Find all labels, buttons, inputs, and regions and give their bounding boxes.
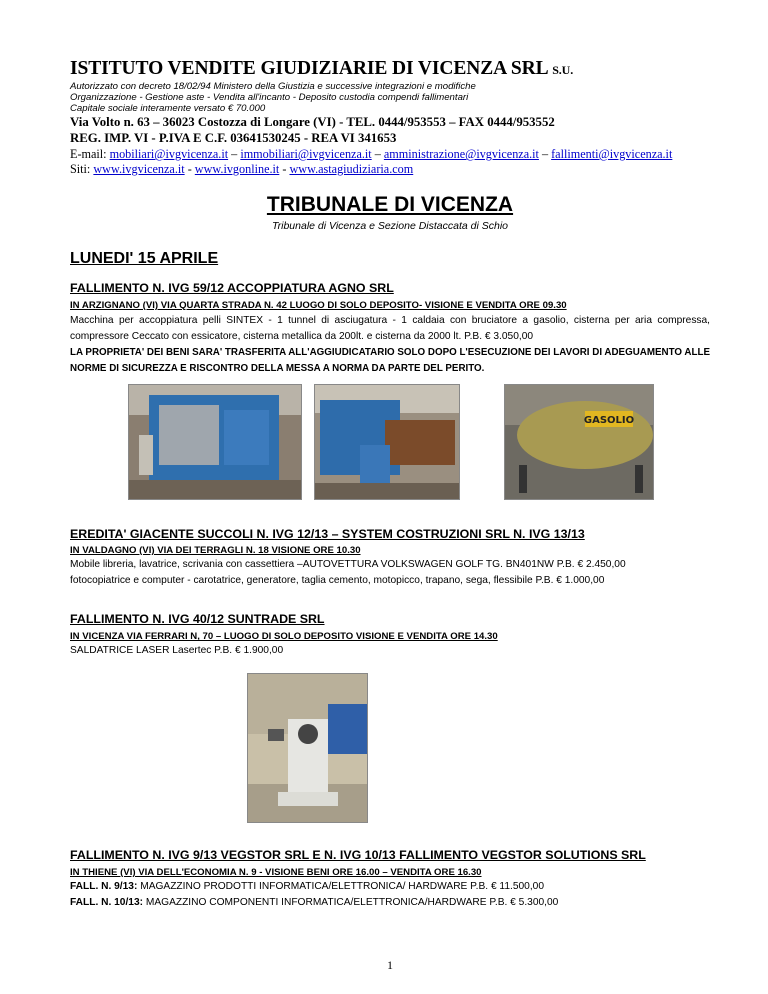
site-link-astagiudiziaria[interactable]: www.astagiudiziaria.com: [289, 162, 414, 176]
lot1-location: IN ARZIGNANO (VI) VIA QUARTA STRADA N. 42 LUOGO DI SOLO DEPOSITO- VISIONE E VENDITA ORE 09.30: [70, 300, 567, 311]
lot4-item-1-label: FALL. N. 9/13:: [70, 881, 138, 892]
date-heading: LUNEDI' 15 APRILE: [70, 250, 219, 267]
lot1-photo-machine: [128, 384, 302, 500]
lot2-line-2: fotocopiatrice e computer - carotatrice, generatore, taglia cemento, motopicco, trapano, sega, flessibile P.B. € 1.000,00: [70, 575, 605, 586]
sites-line: [70, 162, 413, 177]
lot4-item-1: [70, 879, 544, 895]
lot4-location: IN THIENE (VI) VIA DELL'ECONOMIA N. 9 - VISIONE BENI ORE 16.00 – VENDITA ORE 16.30: [70, 867, 482, 878]
site-link-ivgvicenza[interactable]: www.ivgvicenza.it: [93, 162, 185, 176]
lot3-photo-laser-welder: [247, 673, 368, 823]
lot2-title: EREDITA' GIACENTE SUCCOLI N. IVG 12/13 – SYSTEM COSTRUZIONI SRL N. IVG 13/13: [70, 527, 585, 541]
lot2-location: IN VALDAGNO (VI) VIA DEI TERRAGLI N. 18 VISIONE ORE 10.30: [70, 545, 361, 556]
lot2-line-1: Mobile libreria, lavatrice, scrivania con cassettiera –AUTOVETTURA VOLKSWAGEN GOLF TG. BN401NW P.B. € 2.450,00: [70, 559, 626, 570]
sep: –: [231, 147, 238, 161]
lot1-photo-tunnel: [314, 384, 460, 500]
lot3-location: IN VICENZA VIA FERRARI N, 70 – LUOGO DI SOLO DEPOSITO VISIONE E VENDITA ORE 14.30: [70, 631, 498, 642]
lot1-note: LA PROPRIETA' DEI BENI SARA' TRASFERITA ALL'AGGIUDICATARIO SOLO DOPO L'ESECUZIONE DEI LAVORI DI ADEGUAMENTO ALLE NORME DI SICUREZZA E RISCONTRO DELLA MESSA A NORMA DA PARTE DEL PERITO.: [70, 347, 710, 374]
lot1-description: Macchina per accoppiatura pelli SINTEX - 1 tunnel di asciugatura - 1 caldaia con bruciatore a gasolio, cisterna per aria compressa, compressore Ceccato con essicatore, cisterna metallica da 200lt. e cisterna da 2000 lt. P.B. € 3.050,00: [70, 315, 710, 342]
email-label: E-mail:: [70, 147, 107, 161]
org-title: [70, 58, 573, 80]
org-suffix: S.U.: [552, 63, 574, 77]
email-link-mobiliari[interactable]: mobiliari@ivgvicenza.it: [109, 147, 229, 161]
lot1-title: FALLIMENTO N. IVG 59/12 ACCOPPIATURA AGNO SRL: [70, 281, 394, 295]
lot4-item-2-label: FALL. N. 10/13:: [70, 897, 144, 908]
court-title: TRIBUNALE DI VICENZA: [266, 193, 514, 216]
email-line: [70, 147, 672, 162]
site-link-ivgonline[interactable]: www.ivgonline.it: [194, 162, 280, 176]
lot4-item-1-text: MAGAZZINO PRODOTTI INFORMATICA/ELETTRONICA/ HARDWARE P.B. € 11.500,00: [137, 881, 545, 892]
lot4-item-2: [70, 895, 558, 911]
auth-line-2: Organizzazione - Gestione aste - Vendita all'incanto - Deposito custodia compendi fallimentari: [70, 92, 469, 103]
auth-line-3: Capitale sociale interamente versato € 70.000: [70, 103, 266, 114]
lot3-line-1: SALDATRICE LASER Lasertec P.B. € 1.900,00: [70, 645, 284, 656]
lot1-photo-tank: [504, 384, 654, 500]
email-link-fallimenti[interactable]: fallimenti@ivgvicenza.it: [551, 147, 673, 161]
registry-line: REG. IMP. VI - P.IVA E C.F. 03641530245 - REA VI 341653: [70, 131, 397, 145]
tank-label: GASOLIO: [583, 415, 635, 426]
lot4-item-2-text: MAGAZZINO COMPONENTI INFORMATICA/ELETTRONICA/HARDWARE P.B. € 5.300,00: [143, 897, 559, 908]
court-subtitle: Tribunale di Vicenza e Sezione Distaccata di Schio: [272, 220, 508, 232]
auth-line-1: Autorizzato con decreto 18/02/94 Ministero della Giustizia e successive integrazioni e modifiche: [70, 81, 476, 92]
address-line: Via Volto n. 63 – 36023 Costozza di Longare (VI) - TEL. 0444/953553 – FAX 0444/953552: [70, 115, 555, 129]
sep: -: [187, 162, 192, 176]
org-name: ISTITUTO VENDITE GIUDIZIARIE DI VICENZA SRL: [70, 58, 548, 79]
sep: -: [282, 162, 287, 176]
sites-label: Siti:: [70, 162, 91, 176]
email-link-immobiliari[interactable]: immobiliari@ivgvicenza.it: [240, 147, 372, 161]
sep: –: [541, 147, 549, 161]
email-link-amministrazione[interactable]: amministrazione@ivgvicenza.it: [383, 147, 539, 161]
lot3-title: FALLIMENTO N. IVG 40/12 SUNTRADE SRL: [70, 612, 325, 626]
sep: –: [374, 147, 381, 161]
page-number: 1: [387, 958, 393, 972]
lot4-title: FALLIMENTO N. IVG 9/13 VEGSTOR SRL E N. IVG 10/13 FALLIMENTO VEGSTOR SOLUTIONS SRL: [70, 848, 646, 862]
